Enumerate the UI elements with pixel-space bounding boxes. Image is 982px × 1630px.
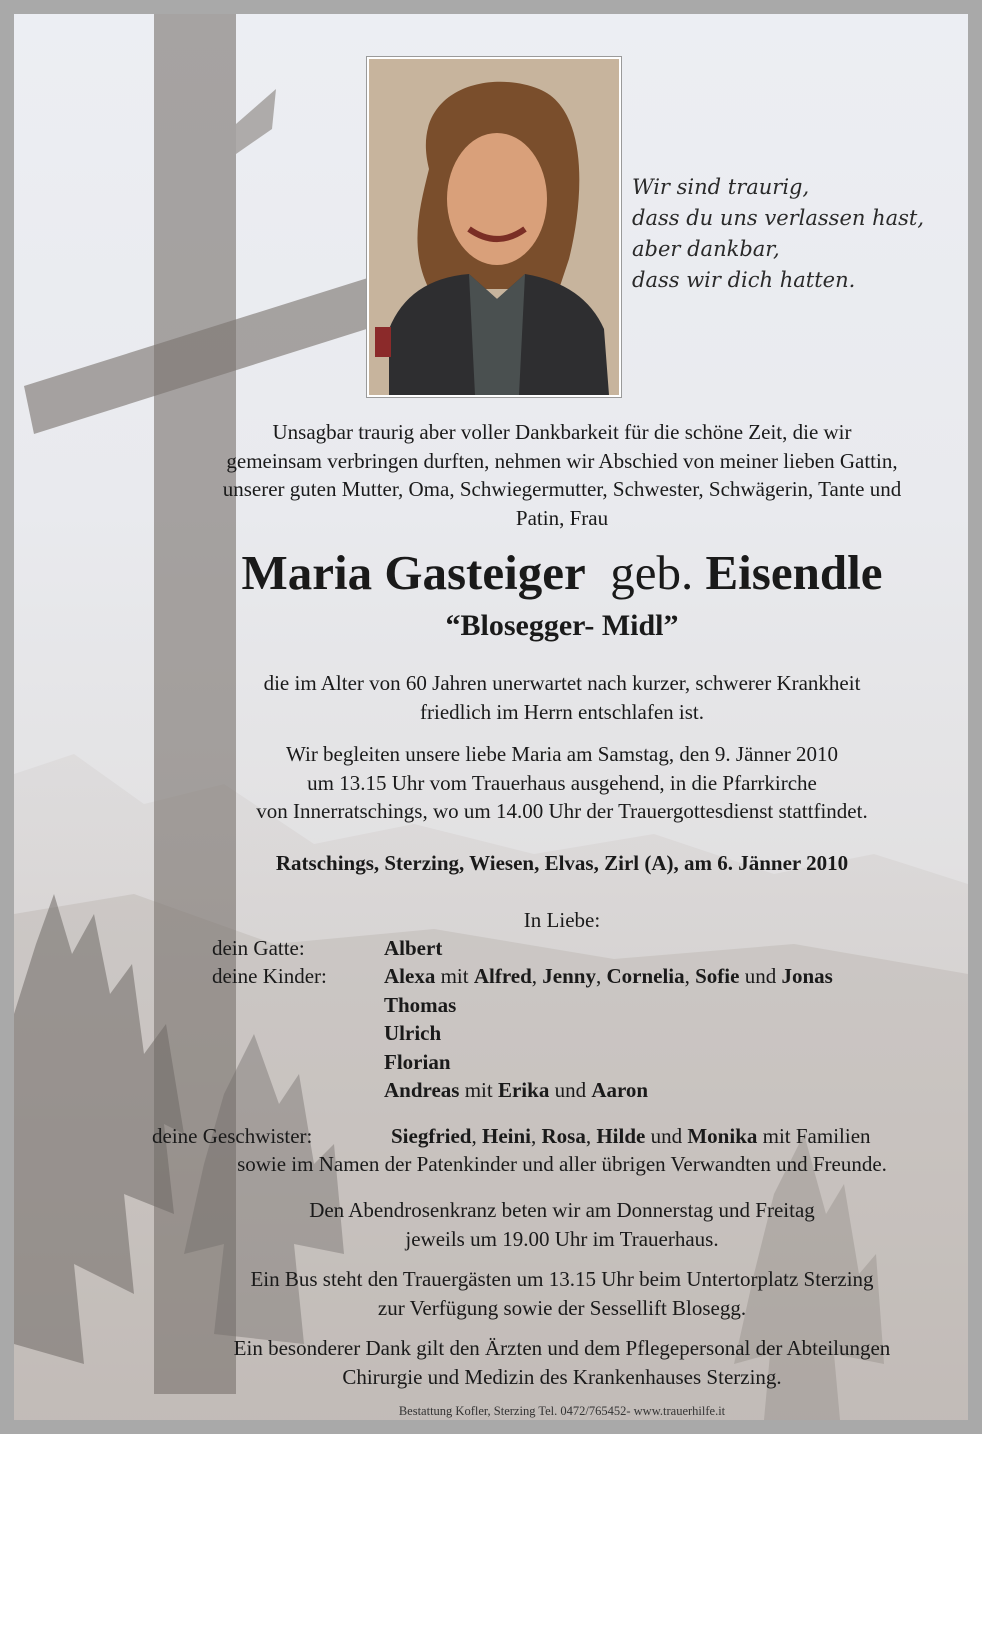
und-word: und: [744, 964, 777, 988]
grandchild-name: Jenny: [542, 964, 596, 988]
intro-line: unserer guten Mutter, Oma, Schwiegermutter, Schwester, Schwägerin, Tante und: [222, 477, 902, 501]
child-row: Thomas: [384, 992, 457, 1017]
partner-name: Erika: [497, 1078, 550, 1102]
deceased-full-name: Maria Gasteiger: [241, 545, 586, 600]
intro-line: Unsagbar traurig aber voller Dankbarkeit für die schöne Zeit, die wir: [272, 420, 852, 444]
grandchild-name: Jonas: [781, 964, 833, 988]
mit-word: mit: [464, 1078, 493, 1102]
place-date: Ratschings, Sterzing, Wiesen, Elvas, Zirl (A), am 6. Jänner 2010: [275, 851, 849, 875]
rosary-line: jeweils um 19.00 Uhr im Trauerhaus.: [405, 1226, 719, 1251]
intro-line: Patin, Frau: [515, 505, 609, 530]
sibling-name: Siegfried: [391, 1124, 472, 1148]
thanks-paragraph: [152, 1334, 968, 1391]
maiden-name: Eisendle: [705, 545, 883, 600]
portrait-photo: [366, 56, 622, 398]
siblings-list: Siegfried, Heini, Rosa, Hilde und Monika mit Familien: [391, 1124, 871, 1148]
children-list: [384, 962, 833, 1105]
child-row: [384, 1076, 833, 1105]
rosary-paragraph: [152, 1196, 968, 1253]
funeral-line: von Innerratschings, wo um 14.00 Uhr der Trauergottesdienst stattfindet.: [256, 799, 868, 823]
quote-line: dass du uns verlassen hast,: [632, 206, 925, 230]
quote-line: aber dankbar,: [632, 237, 780, 261]
grandchild-name: Aaron: [591, 1078, 649, 1102]
quote-line: dass wir dich hatten.: [632, 268, 856, 292]
siblings-suffix: mit Familien: [762, 1124, 871, 1148]
sibling-name: Heini: [481, 1124, 531, 1148]
sibling-name: Rosa: [541, 1124, 586, 1148]
bus-line: Ein Bus steht den Trauergästen um 13.15 Uhr beim Untertorplatz Sterzing: [250, 1267, 874, 1291]
partner-name: Alfred: [473, 964, 532, 988]
sibling-name: Monika: [687, 1124, 758, 1148]
child-row: Ulrich: [384, 1021, 442, 1045]
siblings-label: deine Geschwister:: [152, 1124, 313, 1148]
sibling-name: Hilde: [596, 1124, 646, 1148]
age-line: friedlich im Herrn entschlafen ist.: [420, 699, 704, 724]
spouse-label: dein Gatte:: [212, 936, 305, 960]
child-name: Alexa: [384, 964, 436, 988]
thanks-line: Chirurgie und Medizin des Krankenhauses Sterzing.: [342, 1364, 782, 1389]
memorial-quote: [632, 172, 968, 296]
portrait-image: [369, 59, 619, 395]
mit-word: mit: [440, 964, 469, 988]
funeral-line: Wir begleiten unsere liebe Maria am Samstag, den 9. Jänner 2010: [286, 742, 838, 766]
child-name: Andreas: [384, 1078, 460, 1102]
in-liebe-heading: In Liebe:: [523, 908, 601, 932]
child-row: Alexa mit Alfred, Jenny, Cornelia, Sofie und Jonas: [384, 964, 833, 988]
bus-paragraph: [152, 1265, 968, 1322]
intro-line: gemeinsam verbringen durften, nehmen wir Abschied von meiner lieben Gattin,: [226, 448, 898, 473]
und-word: und: [650, 1124, 683, 1148]
age-paragraph: [152, 669, 968, 726]
deceased-name: [152, 544, 968, 602]
quote-line: Wir sind traurig,: [632, 175, 810, 199]
age-line: die im Alter von 60 Jahren unerwartet nach kurzer, schwerer Krankheit: [263, 671, 861, 695]
funeral-home-footer: Bestattung Kofler, Sterzing Tel. 0472/765452- www.trauerhilfe.it: [398, 1404, 726, 1418]
grandchild-name: Sofie: [695, 964, 740, 988]
deceased-nickname: “Blosegger- Midl”: [445, 609, 679, 642]
obituary-background: [14, 14, 968, 1420]
children-label: deine Kinder:: [212, 964, 327, 988]
und-word: und: [554, 1078, 587, 1102]
spouse-name: Albert: [384, 936, 443, 960]
funeral-line: um 13.15 Uhr vom Trauerhaus ausgehend, in die Pfarrkirche: [307, 770, 817, 795]
funeral-paragraph: [152, 740, 968, 826]
nee-label: geb.: [610, 545, 694, 600]
bus-line: zur Verfügung sowie der Sessellift Blosegg.: [377, 1295, 747, 1320]
intro-paragraph: [152, 418, 968, 532]
child-row: Florian: [384, 1049, 451, 1074]
relatives-line: sowie im Namen der Patenkinder und aller übrigen Verwandten und Freunde.: [237, 1152, 887, 1176]
thanks-line: Ein besonderer Dank gilt den Ärzten und dem Pflegepersonal der Abteilungen: [233, 1336, 891, 1360]
grandchild-name: Cornelia: [606, 964, 685, 988]
rosary-line: Den Abendrosenkranz beten wir am Donnerstag und Freitag: [309, 1198, 815, 1222]
